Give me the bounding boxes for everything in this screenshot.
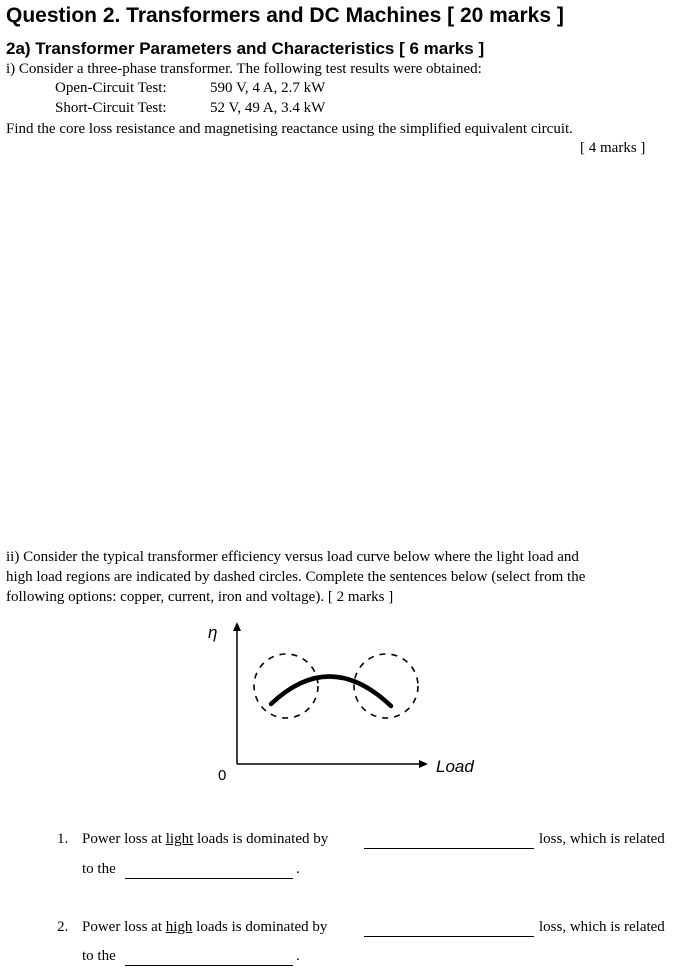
sentence-1-end: loss, which is related: [539, 831, 665, 847]
sc-test-value: 52 V, 49 A, 3.4 kW: [210, 100, 326, 116]
efficiency-chart: [180, 612, 500, 787]
y-axis-label: η: [208, 623, 218, 642]
part-ii-line-1: ii) Consider the typical transformer efficiency versus load curve below where the light load and: [6, 549, 579, 565]
sentence-2-start: Power loss at high loads is dominated by: [82, 919, 328, 935]
sentence-1-blank-1[interactable]: [364, 836, 534, 849]
sentence-2-blank-1[interactable]: [364, 924, 534, 937]
y-axis-arrow: [233, 622, 241, 631]
sentence-2-number: 2.: [57, 919, 69, 935]
sentence-2-cont: to the: [82, 948, 116, 964]
sentence-2-end: loss, which is related: [539, 919, 665, 935]
oc-test-value: 590 V, 4 A, 2.7 kW: [210, 80, 326, 96]
sentence-1-number: 1.: [57, 831, 69, 847]
x-axis-label: Load: [436, 757, 474, 776]
sentence-2-period: .: [296, 948, 300, 964]
part-ii-line-3: following options: copper, current, iron and voltage). [ 2 marks ]: [6, 589, 394, 605]
part-ii-line-2: high load regions are indicated by dashed circles. Complete the sentences below (select from the: [6, 569, 586, 585]
sentence-1-cont: to the: [82, 861, 116, 877]
origin-label: 0: [218, 767, 227, 784]
efficiency-curve: [271, 676, 391, 706]
part-i-intro: i) Consider a three-phase transformer. The following test results were obtained:: [6, 61, 482, 77]
sentence-1-period: .: [296, 861, 300, 877]
sentence-2-blank-2[interactable]: [125, 953, 293, 966]
sentence-1-blank-2[interactable]: [125, 866, 293, 879]
x-axis-arrow: [419, 760, 428, 768]
light-load-region-circle: [254, 654, 318, 718]
sentence-1-start: Power loss at light loads is dominated by: [82, 831, 329, 847]
question-title: Question 2. Transformers and DC Machines [ 20 marks ]: [6, 4, 564, 27]
part-i-marks: [ 4 marks ]: [580, 140, 646, 156]
part-i-task: Find the core loss resistance and magnetising reactance using the simplified equivalent circuit.: [6, 121, 573, 137]
oc-test-label: Open-Circuit Test:: [55, 80, 167, 96]
part-a-title: 2a) Transformer Parameters and Characteristics [ 6 marks ]: [6, 39, 485, 58]
sc-test-label: Short-Circuit Test:: [55, 100, 167, 116]
